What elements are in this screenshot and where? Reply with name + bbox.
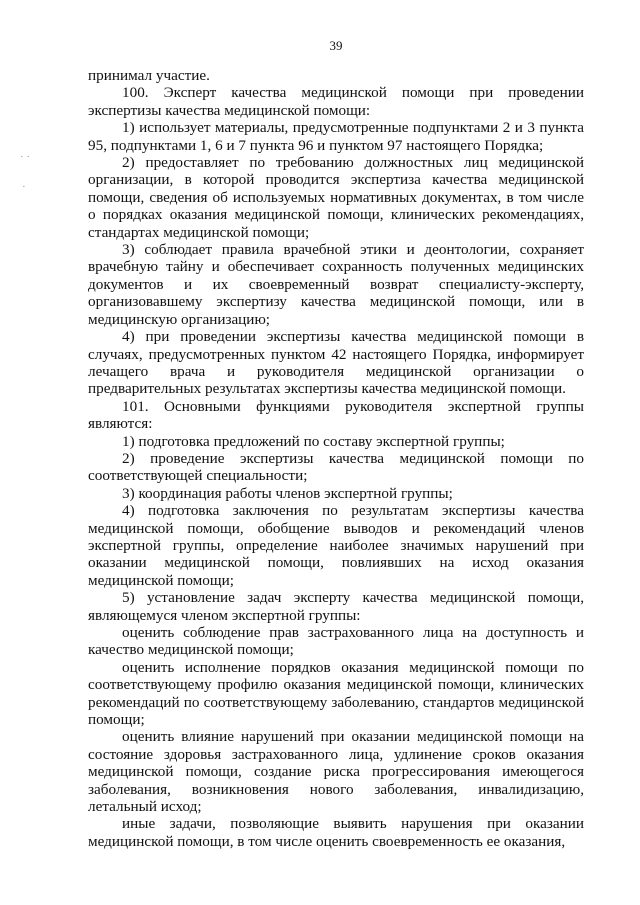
paragraph: принимал участие. (88, 67, 210, 84)
paragraph: оценить исполнение порядков оказания медицинской помощи по соответствующему профилю оказания медицинской помощи, клинических рекомендаций по соответствующему заболеванию, стандартов медицинской помощи; (88, 658, 584, 729)
paragraph: иные задачи, позволяющие выявить нарушения при оказании медицинской помощи, в том числе оценить своевременность ее оказания, (88, 815, 584, 850)
paragraph: оценить соблюдение прав застрахованного лица на доступность и качество медицинской помощи; (88, 624, 584, 659)
paragraph: оценить влияние нарушений при оказании медицинской помощи на состояние здоровья застрахованного лица, удлинение сроков оказания медицинской помощи, создание риска прогрессирования имеющегося заболевания, возникновения нового заболевания, инвалидизацию, летальный исход; (88, 728, 584, 816)
paragraph: 100. Эксперт качества медицинской помощи при проведении экспертизы качества медицинской помощи: (88, 84, 584, 119)
page-number: 39 (329, 38, 343, 53)
paragraph: 2) предоставляет по требованию должностных лиц медицинской организации, в которой проводится экспертиза качества медицинской помощи, сведения об используемых нормативных документах, в том числе о порядках оказания медицинской помощи, клинических рекомендациях, стандартах медицинской помощи; (88, 154, 584, 241)
paragraph: 101. Основными функциями руководителя экспертной группы являются: (88, 397, 584, 433)
paragraph: 3) координация работы членов экспертной группы; (122, 484, 453, 502)
paragraph: 4) при проведении экспертизы качества медицинской помощи в случаях, предусмотренных пунктом 42 настоящего Порядка, информирует лечащего врача и руководителя медицинской организации о предварительных результатах экспертизы качества медицинской помощи. (88, 328, 584, 398)
paragraph: 2) проведение экспертизы качества медицинской помощи по соответствующей специальности; (88, 449, 584, 485)
paragraph: 1) использует материалы, предусмотренные подпунктами 2 и 3 пункта 95, подпунктами 1, 6 и 7 пункта 96 и пунктом 97 настоящего Порядка; (88, 119, 584, 154)
paragraph: 3) соблюдает правила врачебной этики и деонтологии, сохраняет врачебную тайну и обеспечивает сохранность полученных медицинских документов и их своевременный возврат специалисту-эксперту, организовавшему экспертизу качества медицинской помощи, или в медицинскую организацию; (88, 241, 584, 328)
paragraph: 1) подготовка предложений по составу экспертной группы; (122, 432, 505, 450)
paragraph: 5) установление задач эксперту качества медицинской помощи, являющемуся членом экспертной группы: (88, 589, 584, 624)
document-body (88, 67, 584, 850)
scan-mark: · · (20, 151, 31, 163)
paragraph: 4) подготовка заключения по результатам экспертизы качества медицинской помощи, обобщение выводов и рекомендаций членов экспертной группы, определение наиболее значимых нарушений при оказании медицинской помощи, повлиявших на исход оказания медицинской помощи; (88, 502, 584, 589)
scan-mark: · (22, 181, 26, 193)
